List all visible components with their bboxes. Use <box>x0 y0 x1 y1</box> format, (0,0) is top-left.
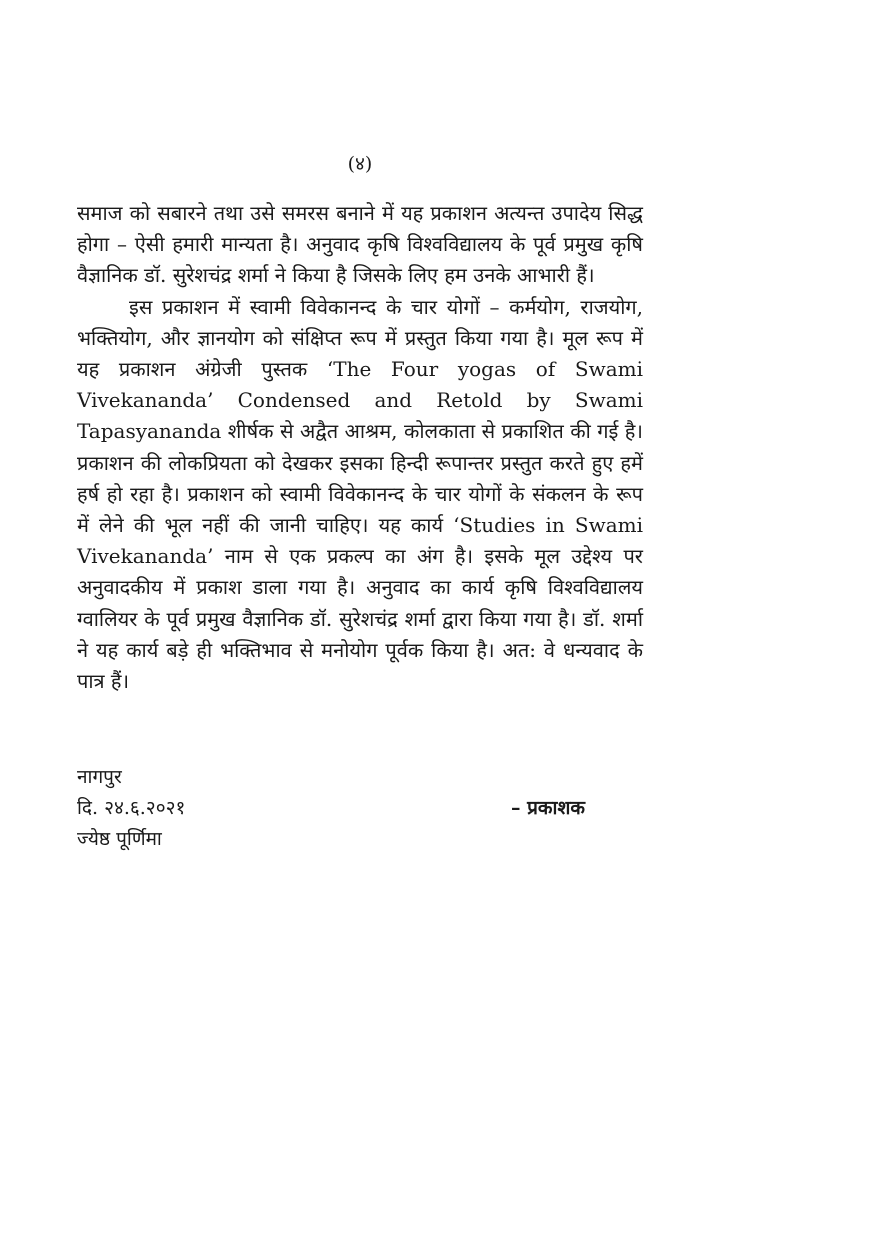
date-text: दि. २४.६.२०२१ <box>77 797 186 819</box>
occasion-text: ज्येष्ठ पूर्णिमा <box>77 828 162 850</box>
publisher-signature: – प्रकाशक <box>511 797 585 819</box>
place-text: नागपुर <box>77 766 122 788</box>
date-row <box>77 793 643 824</box>
paragraph-main: इस प्रकाशन में स्वामी विवेकानन्द के चार योगों – कर्मयोग, राजयोग, भक्तियोग, और ज्ञानयोग को संक्षिप्त रूप में प्रस्तुत किया गया है। मूल रूप में यह प्रकाशन अंग्रेजी पुस्तक ‘The Four yogas of Swami Vivekananda’ Condensed and Retold by Swami Tapasyananda शीर्षक से अद्वैत आश्रम, कोलकाता से प्रकाशित की गई है। प्रकाशन की लोकप्रियता को देखकर इसका हिन्दी रूपान्तर प्रस्तुत करते हुए हमें हर्ष हो रहा है। प्रकाशन को स्वामी विवेकानन्द के चार योगों के संकलन के रूप में लेने की भूल नहीं की जानी चाहिए। यह कार्य ‘Studies in Swami Vivekananda’ नाम से एक प्रकल्प का अंग है। इसके मूल उद्देश्य पर अनुवादकीय में प्रकाश डाला गया है। अनुवाद का कार्य कृषि विश्वविद्यालय ग्वालियर के पूर्व प्रमुख वैज्ञानिक डॉ. सुरेशचंद्र शर्मा द्वारा किया गया है। डॉ. शर्मा ने यह कार्य बड़े ही भक्तिभाव से मनोयोग पूर्वक किया है। अत: वे धन्यवाद के पात्र हैं। <box>77 294 643 694</box>
place-row <box>77 762 643 793</box>
occasion-row <box>77 824 643 855</box>
body-text <box>77 198 643 697</box>
paragraph-intro: समाज को सबारने तथा उसे समरस बनाने में यह प्रकाशन अत्यन्त उपादेय सिद्ध होगा – ऐसी हमारी मान्यता है। अनुवाद कृषि विश्वविद्यालय के पूर्व प्रमुख कृषि वैज्ञानिक डॉ. सुरेशचंद्र शर्मा ने किया है जिसके लिए हम उनके आभारी हैं। <box>77 201 643 288</box>
page-number: (४) <box>347 153 373 175</box>
signature-block <box>77 762 643 855</box>
